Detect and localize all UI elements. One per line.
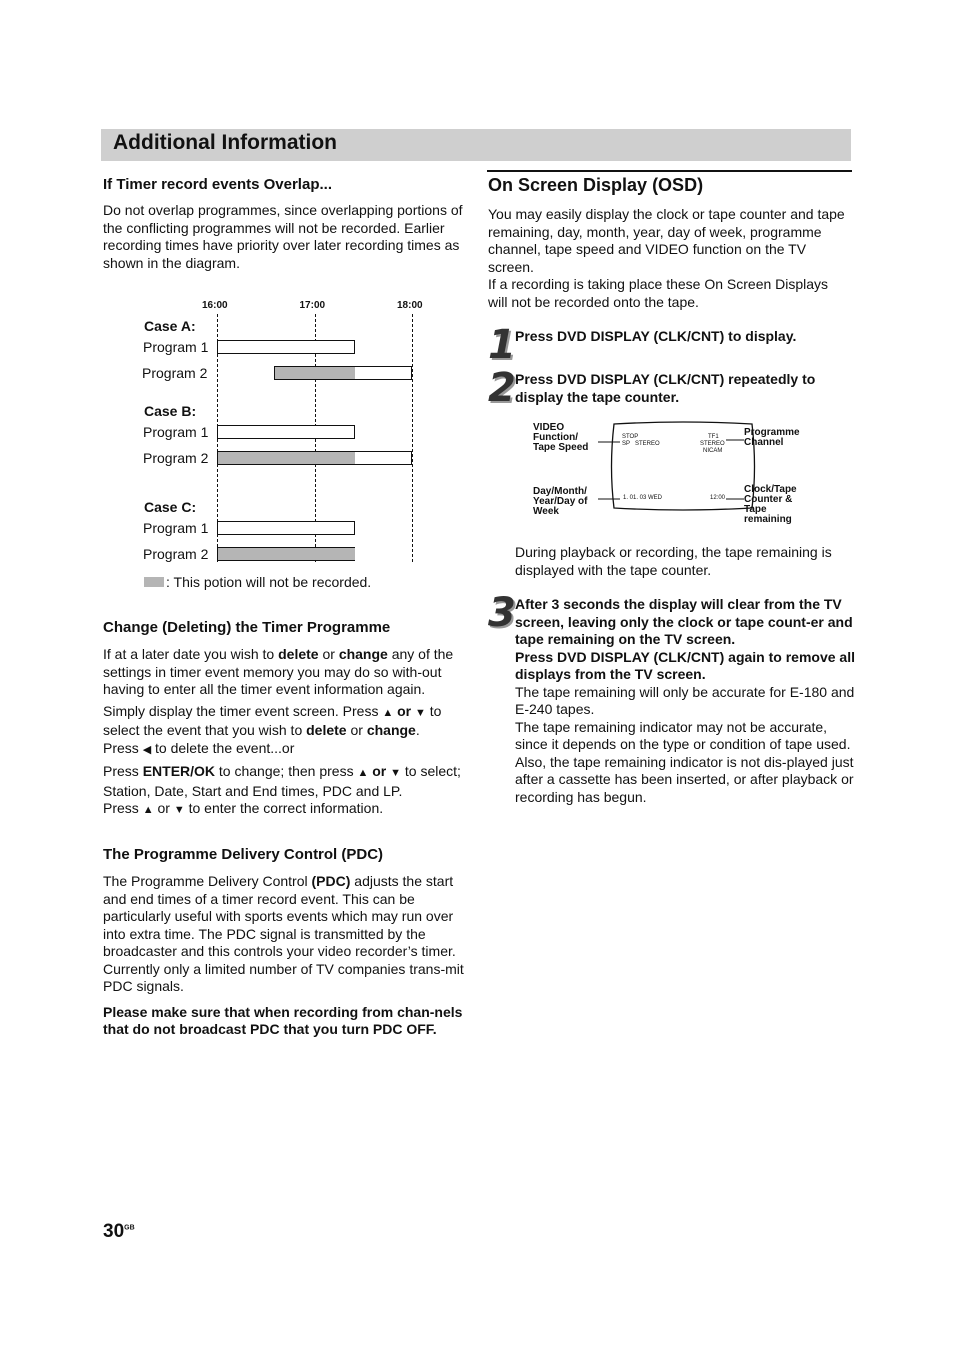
change-heading: Change (Deleting) the Timer Programme (103, 619, 391, 636)
osd-heading: On Screen Display (OSD) (488, 175, 704, 195)
callout-day-month: Day/Month/ Year/Day of Week (533, 486, 588, 517)
left-arrow-icon: ◀ (142, 743, 152, 756)
step-1-text: Press DVD DISPLAY (CLK/CNT) to display. (515, 328, 797, 344)
pdc-heading: The Programme Delivery Control (PDC) (103, 846, 384, 863)
step-3-number: 3 (488, 590, 516, 636)
tv-ch-audio2: NICAM (703, 448, 723, 454)
program-label: Program 1 (143, 339, 209, 355)
unrecorded-portion (218, 548, 355, 560)
down-arrow-icon: ▼ (173, 804, 185, 816)
page-number: $30^{GB}$ (103, 1221, 135, 1242)
overlap-heading: If Timer record events Overlap... (103, 176, 332, 193)
program-label: Program 1 (143, 424, 209, 440)
step-3-text: After 3 seconds the display will clear from the TV screen, leaving only the clock or tape count-er and tape remaining on the TV screen. (515, 596, 853, 647)
callout-video-function: VIDEO Function/ Tape Speed (533, 422, 589, 453)
unrecorded-portion (275, 367, 355, 379)
program-label: Program 2 (142, 365, 208, 381)
legend-text: : This potion will not be recorded. (166, 574, 372, 590)
step-2-number: 2 (488, 365, 516, 411)
tv-clock: 12:00 (710, 495, 726, 501)
case-label: Case C: (144, 499, 197, 515)
change-p1: If at a later date you wish to delete or change any of the settings in timer event memory you may do so with-out having to enter all the timer event information again. (103, 646, 454, 697)
callout-clock-tape: Clock/Tape Counter & Tape remaining (744, 484, 797, 525)
step-3-note-1: The tape remaining will only be accurate for E-180 and E-240 tapes. (515, 683, 855, 717)
tv-date: 1. 01. 03 WED (623, 495, 663, 501)
down-arrow-icon: ▼ (415, 706, 426, 719)
program-bar (217, 425, 355, 439)
tv-channel: TF1 (708, 434, 719, 440)
legend-swatch (144, 577, 164, 587)
osd-diagram (530, 420, 850, 530)
change-p3: Press ENTER/OK to change; then press ▲ or ▼ to select; Station, Date, Start and End times, PDC and LP. Press ▲ or ▼ to enter the correct information. (103, 763, 461, 816)
osd-rule (487, 170, 852, 172)
callout-programme-channel: Programme Channel (744, 427, 800, 448)
step-1-number: 1 (488, 322, 516, 368)
time-gridline-2 (412, 314, 413, 562)
pdc-text (103, 873, 465, 1039)
program-bar (217, 521, 355, 535)
case-label: Case B: (144, 403, 197, 419)
step-3-text2: Press DVD DISPLAY (CLK/CNT) again to remove all displays from the TV screen. (515, 648, 855, 682)
tv-speed: SP (622, 441, 631, 447)
step-3-content (515, 596, 855, 806)
time-label-1: 17:00 (299, 300, 326, 311)
program-label: Program 1 (143, 520, 209, 536)
tv-audio: STEREO (635, 441, 660, 447)
program-label: Program 2 (143, 546, 209, 562)
time-label-0: 16:00 (202, 300, 228, 311)
up-arrow-icon: ▲ (382, 706, 394, 719)
overlap-paragraph: Do not overlap programmes, since overlapping portions of the conflicting programmes will not be recorded. Earlier recording times have priority over later recording times as shown in the diagram. (103, 202, 463, 271)
step-2-text: Press DVD DISPLAY (CLK/CNT) repeatedly to display the tape counter. (515, 371, 816, 405)
program-label: Program 2 (143, 450, 209, 466)
program-bar (217, 340, 355, 354)
page-title: Additional Information (113, 131, 337, 154)
overlap-diagram (100, 296, 460, 596)
time-label-2: 18:00 (397, 300, 423, 311)
tv-ch-audio1: STEREO (700, 441, 725, 447)
up-arrow-icon: ▲ (142, 804, 154, 816)
up-arrow-icon: ▲ (357, 767, 369, 779)
change-p2: Simply display the timer event screen. Press ▲ or ▼ to select the event that you wish to delete or change. Press ◀ to delete the event...or (103, 702, 442, 756)
unrecorded-portion (218, 452, 355, 464)
case-label: Case A: (144, 318, 196, 334)
pdc-p1: The Programme Delivery Control (PDC) adjusts the start and end times of a timer record event. This can be particularly useful with sports events which may run over into extra time. The PDC signal is transmitted by the broadcaster and this controls your video recorder’s timer. (103, 873, 456, 959)
pdc-p2: Currently only a limited number of TV companies trans-mit PDC signals. (103, 960, 464, 994)
osd-after-tv: During playback or recording, the tape remaining is displayed with the tape counter. (515, 544, 832, 578)
osd-intro: You may easily display the clock or tape counter and tape remaining, day, month, year, day of week, programme channel, tape speed and VIDEO function on the TV screen. If a recording is taking place these On Screen Displays will not be recorded onto the tape. (488, 206, 845, 310)
change-text (103, 646, 465, 820)
pdc-p3: Please make sure that when recording from chan-nels that do not broadcast PDC that you turn PDC OFF. (103, 1003, 463, 1037)
step-3-note-2: The tape remaining indicator may not be accurate, since it depends on the type or condition of tape used. Also, the tape remaining indicator is not dis-played just after a cassette has been inserted, or after playback or recording has begun. (515, 718, 854, 805)
tv-status: STOP (622, 434, 639, 440)
down-arrow-icon: ▼ (390, 767, 402, 779)
